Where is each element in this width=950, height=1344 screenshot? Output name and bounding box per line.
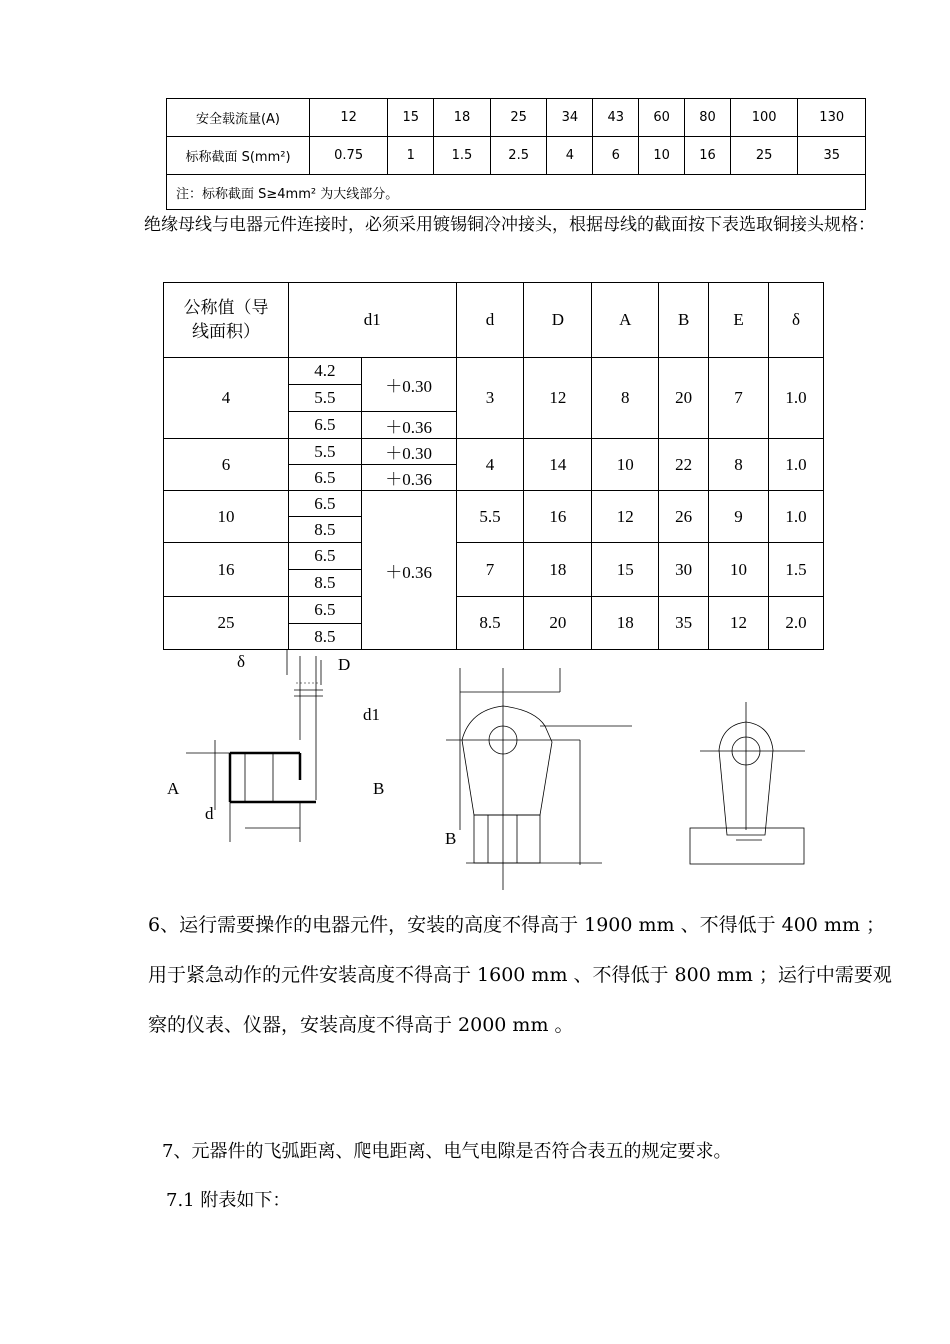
A-cell: 15 [592, 543, 659, 597]
header-B: B [659, 283, 709, 358]
A-cell: 12 [592, 491, 659, 543]
d-cell: 5.5 [456, 491, 524, 543]
nominal-cell: 6 [164, 439, 289, 491]
E-cell: 10 [709, 543, 769, 597]
table-cell: 15 [388, 99, 434, 137]
D-cell: 20 [524, 597, 592, 650]
D-cell: 14 [524, 439, 592, 491]
d1-cell: 6.5 [288, 412, 361, 439]
D-cell: 18 [524, 543, 592, 597]
label-d1: d1 [363, 705, 380, 724]
nominal-cell: 16 [164, 543, 289, 597]
table-cell: 6 [593, 137, 639, 175]
table-cell: 80 [685, 99, 731, 137]
table-row [167, 99, 866, 137]
d1-cell: 8.5 [288, 624, 361, 650]
table-row [164, 439, 824, 465]
A-cell: 18 [592, 597, 659, 650]
header-D: D [524, 283, 592, 358]
paragraph-7: 7、元器件的飞弧距离、爬电距离、电气电隙是否符合表五的规定要求。 [162, 1141, 732, 1162]
B-cell: 20 [659, 358, 709, 439]
d1-cell: 6.5 [288, 597, 361, 624]
label-B-left: B [373, 779, 385, 798]
delta-cell: 2.0 [769, 597, 824, 650]
E-cell: 7 [709, 358, 769, 439]
tolerance-cell: ＋0.36 [361, 465, 456, 491]
nominal-cell: 4 [164, 358, 289, 439]
nominal-cell: 10 [164, 491, 289, 543]
d1-cell: 6.5 [288, 491, 361, 517]
table-cell: 0.75 [310, 137, 388, 175]
lug-drawings [0, 650, 950, 900]
table-cell: 12 [310, 99, 388, 137]
d-cell: 7 [456, 543, 524, 597]
nominal-cell: 25 [164, 597, 289, 650]
table-cell: 34 [547, 99, 593, 137]
table-cell: 1.5 [434, 137, 491, 175]
label-B-mid: B [445, 829, 457, 848]
label-D: D [338, 655, 351, 674]
table-cell: 25 [730, 137, 798, 175]
table-cell: 1 [388, 137, 434, 175]
table-cell: 100 [730, 99, 798, 137]
table-row [167, 137, 866, 175]
table-cell: 130 [798, 99, 866, 137]
E-cell: 9 [709, 491, 769, 543]
label-A: A [167, 779, 180, 798]
delta-cell: 1.0 [769, 491, 824, 543]
table-row [164, 543, 824, 570]
E-cell: 12 [709, 597, 769, 650]
row-label: 标称截面 S(mm²) [167, 137, 310, 175]
d-cell: 8.5 [456, 597, 524, 650]
front-view-drawing [446, 668, 632, 890]
header-d1: d1 [288, 283, 456, 358]
tolerance-cell: ＋0.30 [361, 439, 456, 465]
header-delta: δ [769, 283, 824, 358]
table-row [164, 491, 824, 517]
table-cell: 60 [639, 99, 685, 137]
table-row [167, 175, 866, 210]
d1-cell: 8.5 [288, 517, 361, 543]
tolerance-cell: ＋0.36 [361, 412, 456, 439]
d-cell: 3 [456, 358, 524, 439]
current-capacity-table [166, 98, 866, 210]
delta-cell: 1.5 [769, 543, 824, 597]
table-row [164, 358, 824, 385]
table-cell: 10 [639, 137, 685, 175]
table-cell: 35 [798, 137, 866, 175]
d1-cell: 6.5 [288, 543, 361, 570]
A-cell: 10 [592, 439, 659, 491]
header-d: d [456, 283, 524, 358]
table-cell: 16 [685, 137, 731, 175]
table-cell: 18 [434, 99, 491, 137]
B-cell: 26 [659, 491, 709, 543]
d1-cell: 5.5 [288, 385, 361, 412]
header-A: A [592, 283, 659, 358]
D-cell: 16 [524, 491, 592, 543]
label-delta: δ [237, 652, 246, 671]
A-cell: 8 [592, 358, 659, 439]
table-cell: 43 [593, 99, 639, 137]
delta-cell: 1.0 [769, 439, 824, 491]
label-d: d [205, 804, 214, 823]
d1-cell: 6.5 [288, 465, 361, 491]
d1-cell: 4.2 [288, 358, 361, 385]
tolerance-cell: ＋0.36 [361, 491, 456, 650]
table-row [164, 597, 824, 624]
table-cell: 25 [490, 99, 547, 137]
header-E: E [709, 283, 769, 358]
table-cell: 4 [547, 137, 593, 175]
tolerance-cell: ＋0.30 [361, 358, 456, 412]
row-label: 安全载流量(A) [167, 99, 310, 137]
B-cell: 22 [659, 439, 709, 491]
copper-lug-spec-table [163, 282, 824, 650]
delta-cell: 1.0 [769, 358, 824, 439]
E-cell: 8 [709, 439, 769, 491]
d-cell: 4 [456, 439, 524, 491]
d1-cell: 8.5 [288, 570, 361, 597]
d1-cell: 5.5 [288, 439, 361, 465]
table-note: 注：标称截面 S≥4mm² 为大线部分。 [167, 175, 866, 210]
D-cell: 12 [524, 358, 592, 439]
table-cell: 2.5 [490, 137, 547, 175]
B-cell: 30 [659, 543, 709, 597]
perspective-view-drawing [690, 702, 805, 864]
B-cell: 35 [659, 597, 709, 650]
header-nominal: 公称值（导线面积） [164, 283, 289, 358]
intro-paragraph: 绝缘母线与电器元件连接时，必须采用镀锡铜冷冲接头，根据母线的截面按下表选取铜接头规格： [144, 215, 875, 235]
paragraph-7-1: 7.1 附表如下： [166, 1190, 291, 1211]
paragraph-6: 6、运行需要操作的电器元件，安装的高度不得高于 1900 mm 、不得低于 400 mm ；用于紧急动作的元件安装高度不得高于 1600 mm 、不得低于 800 mm ；运行中需要观察的仪表、仪器，安装高度不得高于 2000 mm 。 [148, 914, 892, 1036]
table-header-row [164, 283, 824, 358]
